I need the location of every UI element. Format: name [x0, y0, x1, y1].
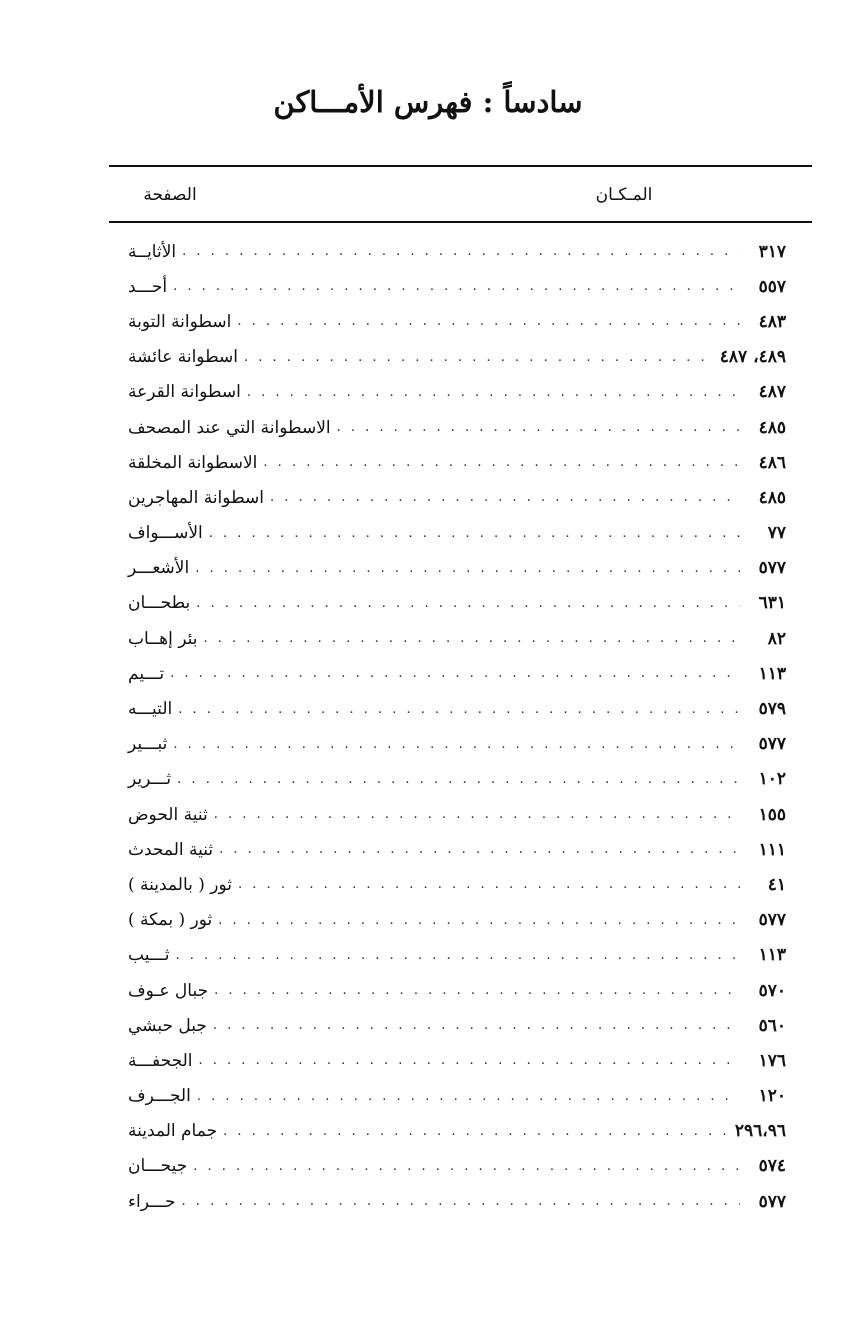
entry-page-number: ١١٣	[758, 663, 786, 684]
index-entry	[128, 1008, 786, 1043]
entry-page-number: ٤٨٥	[758, 487, 786, 508]
entry-place-name: جيحـــان	[128, 1156, 188, 1177]
entry-place-name: جبل حبشي	[128, 1015, 207, 1036]
index-entry	[128, 832, 786, 867]
index-entry	[128, 304, 786, 339]
entry-page-number: ٤٨٩، ٤٨٧	[719, 347, 786, 368]
entry-page-number: ١٧٦	[758, 1050, 786, 1071]
entry-page-number: ٨٢	[767, 628, 786, 649]
dot-leader	[178, 703, 740, 716]
entry-page-number: ١١٣	[758, 945, 786, 966]
entry-page-number: ٤١	[767, 874, 786, 895]
entry-page-number: ٥٥٧	[758, 276, 786, 297]
entry-place-name: جمام المدينة	[128, 1121, 218, 1142]
index-entry	[128, 938, 786, 973]
entry-page-number: ٥٧٩	[758, 699, 786, 720]
entry-page-number: ٧٧	[767, 523, 786, 544]
index-entry	[128, 586, 786, 621]
entry-place-name: اسطوانة المهاجرين	[128, 487, 264, 508]
column-header-page: الصفحة	[143, 185, 197, 205]
index-entry	[128, 445, 786, 480]
dot-leader	[203, 632, 740, 645]
dot-leader	[238, 878, 740, 891]
entry-place-name: ثور ( بمكة )	[128, 910, 213, 931]
entry-page-number: ٥٦٠	[758, 1015, 786, 1036]
entry-page-number: ٢٩٦،٩٦	[734, 1121, 786, 1142]
entry-place-name: حـــراء	[128, 1191, 176, 1212]
entry-page-number: ٥٧٤	[758, 1156, 786, 1177]
dot-leader	[199, 1054, 740, 1067]
index-entry	[128, 867, 786, 902]
dot-leader	[218, 914, 740, 927]
dot-leader	[173, 738, 740, 751]
index-entry	[128, 410, 786, 445]
dot-leader	[263, 456, 740, 469]
entry-place-name: الأثايــة	[128, 241, 177, 262]
header-bottom-rule	[109, 221, 812, 223]
entry-place-name: بئر إهــاب	[128, 628, 198, 649]
entry-place-name: ثنية المحدث	[128, 839, 214, 860]
index-entry	[128, 903, 786, 938]
dot-leader	[247, 386, 740, 399]
entry-place-name: ثـــيب	[128, 945, 170, 966]
entry-place-name: ثـــرير	[128, 769, 172, 790]
entry-page-number: ١١١	[758, 839, 786, 860]
entry-place-name: الاسطوانة المخلقة	[128, 452, 258, 473]
index-entry	[128, 340, 786, 375]
index-entry	[128, 973, 786, 1008]
entry-place-name: الجـــرف	[128, 1086, 191, 1107]
entry-place-name: الأســـواف	[128, 523, 203, 544]
dot-leader	[209, 527, 740, 540]
dot-leader	[270, 491, 740, 504]
dot-leader	[195, 562, 740, 575]
index-entry	[128, 797, 786, 832]
dot-leader	[176, 949, 741, 962]
dot-leader	[337, 421, 740, 434]
entry-page-number: ٤٨٣	[758, 311, 786, 332]
column-header-place: المـكـان	[595, 185, 653, 205]
dot-leader	[170, 667, 740, 680]
index-entry	[128, 480, 786, 515]
dot-leader	[213, 1019, 740, 1032]
entry-page-number: ٥٧٧	[758, 1191, 786, 1212]
entry-page-number: ١٥٥	[758, 804, 786, 825]
entry-place-name: التيـــه	[128, 699, 173, 720]
index-entry	[128, 621, 786, 656]
entry-place-name: بطحـــان	[128, 593, 191, 614]
dot-leader	[219, 843, 740, 856]
entry-page-number: ٥٧٧	[758, 558, 786, 579]
dot-leader	[196, 597, 740, 610]
entry-page-number: ٤٨٦	[758, 452, 786, 473]
index-entry	[128, 762, 786, 797]
entry-place-name: الأشعـــر	[128, 558, 190, 579]
dot-leader	[237, 315, 740, 328]
dot-leader	[193, 1160, 740, 1173]
dot-leader	[197, 1090, 740, 1103]
entry-place-name: أحـــد	[128, 276, 168, 297]
dot-leader	[214, 808, 740, 821]
index-entry	[128, 1043, 786, 1078]
index-entry	[128, 234, 786, 269]
index-entry	[128, 375, 786, 410]
entry-page-number: ٥٧٧	[758, 910, 786, 931]
entry-page-number: ١٠٢	[758, 769, 786, 790]
dot-leader	[244, 351, 714, 364]
entry-place-name: تـــيم	[128, 663, 165, 684]
index-list	[128, 234, 786, 1219]
entry-place-name: ثنية الحوض	[128, 804, 208, 825]
entry-place-name: ثبـــير	[128, 734, 168, 755]
dot-leader	[173, 280, 740, 293]
entry-place-name: الجحفـــة	[128, 1050, 193, 1071]
entry-page-number: ٥٧٠	[758, 980, 786, 1001]
index-entry	[128, 269, 786, 304]
dot-leader	[182, 1195, 740, 1208]
entry-page-number: ٦٣١	[758, 593, 786, 614]
entry-place-name: اسطوانة عائشة	[128, 347, 239, 368]
dot-leader	[182, 245, 740, 258]
entry-page-number: ٤٨٧	[758, 382, 786, 403]
index-entry	[128, 516, 786, 551]
page-title: سادساً : فهرس الأمـــاكن	[273, 85, 583, 119]
index-entry	[128, 1149, 786, 1184]
index-entry	[128, 551, 786, 586]
entry-page-number: ٤٨٥	[758, 417, 786, 438]
entry-page-number: ٥٧٧	[758, 734, 786, 755]
index-entry	[128, 1114, 786, 1149]
entry-place-name: اسطوانة التوبة	[128, 311, 232, 332]
index-entry	[128, 691, 786, 726]
entry-page-number: ٣١٧	[758, 241, 786, 262]
dot-leader	[177, 773, 740, 786]
entry-page-number: ١٢٠	[758, 1086, 786, 1107]
dot-leader	[223, 1125, 729, 1138]
index-entry	[128, 727, 786, 762]
dot-leader	[214, 984, 740, 997]
index-entry	[128, 1184, 786, 1219]
entry-place-name: ثور ( بالمدينة )	[128, 874, 233, 895]
entry-place-name: الاسطوانة التي عند المصحف	[128, 417, 331, 438]
entry-place-name: اسطوانة القرعة	[128, 382, 241, 403]
index-entry	[128, 656, 786, 691]
header-top-rule	[109, 165, 812, 167]
index-entry	[128, 1079, 786, 1114]
entry-place-name: جبال عـوف	[128, 980, 209, 1001]
